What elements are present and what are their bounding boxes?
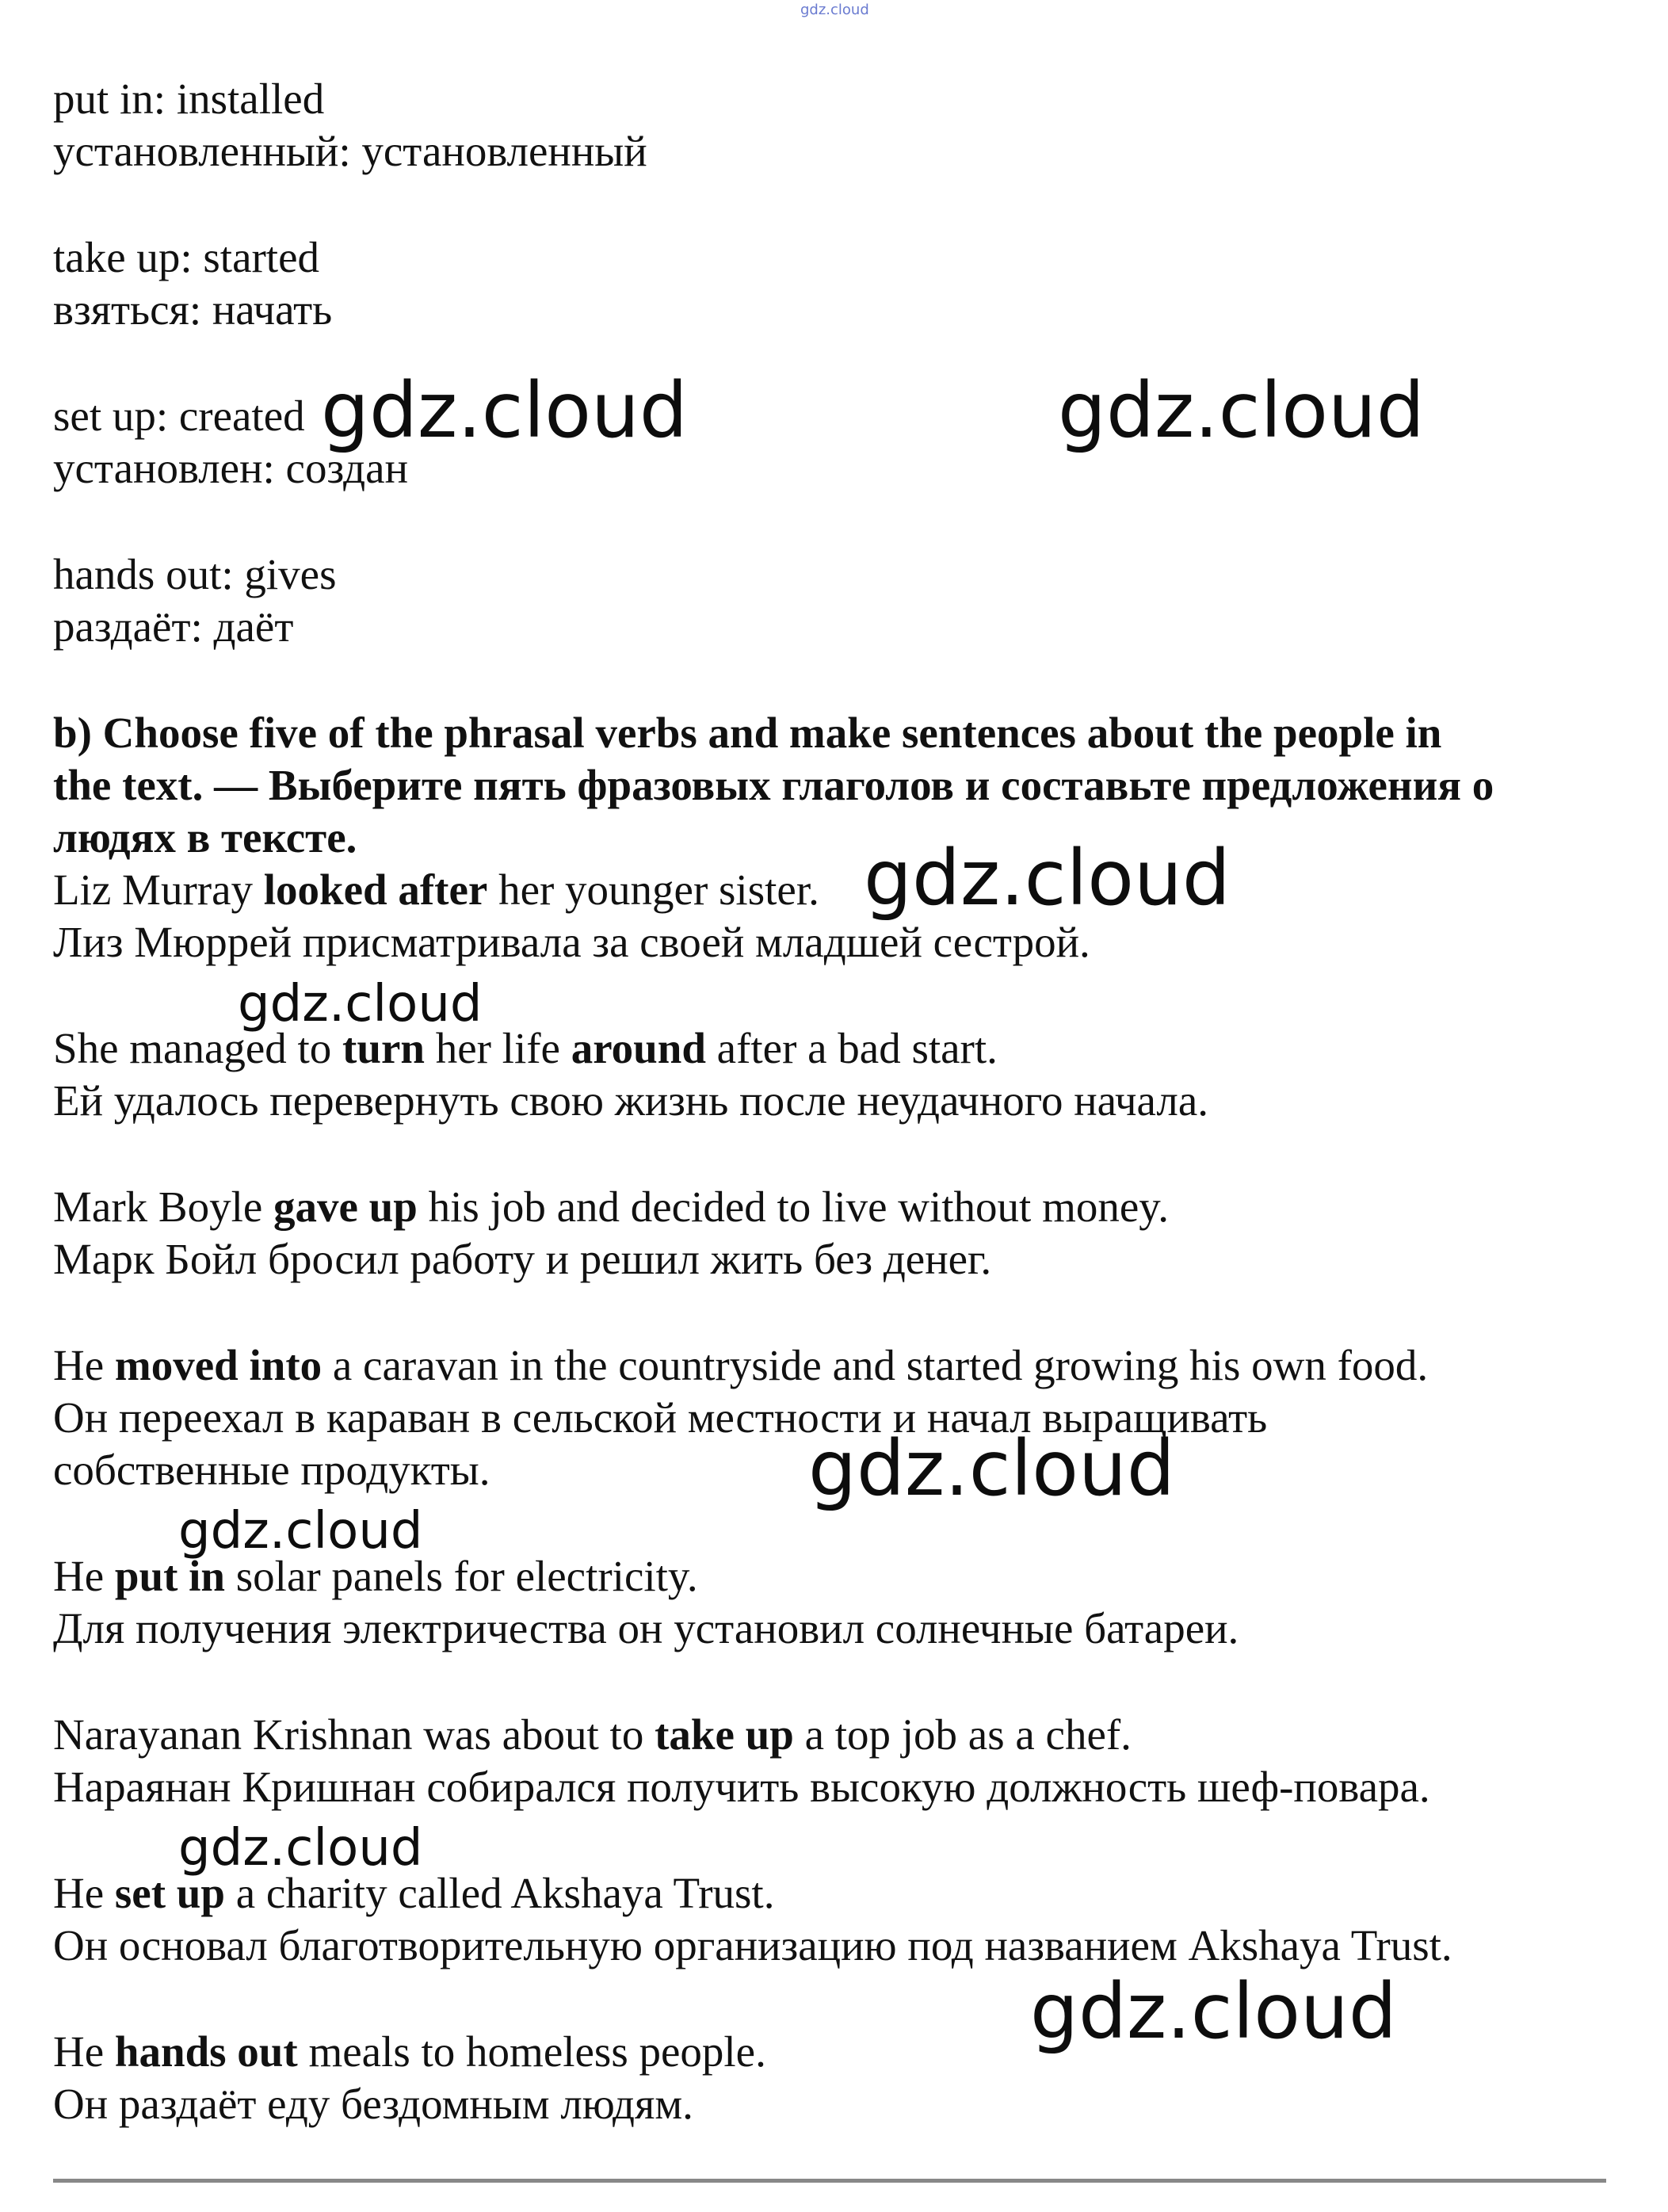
text-line xyxy=(53,1339,1428,1392)
text-run: установлен: создан xyxy=(53,444,409,492)
text-line xyxy=(53,1075,1208,1127)
text-line xyxy=(53,1920,1452,1972)
text-run: Он раздаёт еду бездомным людям. xyxy=(53,2080,693,2128)
watermark: gdz.cloud xyxy=(238,975,483,1033)
phrasal-verb-bold: turn xyxy=(342,1024,425,1072)
watermark: gdz.cloud xyxy=(864,834,1231,923)
text-run: Нараянан Кришнан собирался получить высокую должность шеф-повара. xyxy=(53,1763,1430,1811)
text-line xyxy=(53,73,324,125)
phrasal-verb-bold: людях в тексте. xyxy=(53,813,357,861)
bottom-rule xyxy=(53,2179,1606,2183)
watermark: gdz.cloud xyxy=(1030,1967,1397,2056)
text-run: his job and decided to live without money. xyxy=(417,1182,1169,1231)
text-run: set up: created xyxy=(53,392,305,440)
text-run: take up: started xyxy=(53,233,319,281)
text-run: He xyxy=(53,1552,115,1600)
text-run: her life xyxy=(424,1024,571,1072)
phrasal-verb-bold: set up xyxy=(114,1869,225,1917)
task-heading-line xyxy=(53,812,357,864)
text-run: hands out: gives xyxy=(53,550,337,598)
text-line xyxy=(53,1603,1239,1655)
text-run: put in: installed xyxy=(53,74,325,123)
text-line xyxy=(53,1181,1169,1233)
text-run: her younger sister. xyxy=(487,865,819,914)
text-run: Ей удалось перевернуть свою жизнь после неудачного начала. xyxy=(53,1076,1209,1125)
text-line xyxy=(53,1761,1430,1813)
watermark: gdz.cloud xyxy=(808,1424,1175,1513)
text-run: a caravan in the countryside and started growing his own food. xyxy=(322,1341,1429,1389)
watermark: gdz.cloud xyxy=(1058,366,1425,455)
text-line xyxy=(53,2078,693,2130)
text-run: meals to homeless people. xyxy=(297,2027,766,2076)
phrasal-verb-bold: take up xyxy=(655,1710,794,1759)
task-heading-line xyxy=(53,707,1441,759)
text-line xyxy=(53,864,819,916)
text-run: a charity called Akshaya Trust. xyxy=(224,1869,775,1917)
text-run: Liz Murray xyxy=(53,865,264,914)
watermark: gdz.cloud xyxy=(178,1502,423,1561)
watermark: gdz.cloud xyxy=(321,366,688,455)
top-watermark: gdz.cloud xyxy=(800,2,869,18)
phrasal-verb-bold: around xyxy=(571,1024,706,1072)
text-run: He xyxy=(53,2027,115,2076)
text-line xyxy=(53,284,332,336)
text-run: Narayanan Krishnan was about to xyxy=(53,1710,655,1759)
watermark: gdz.cloud xyxy=(178,1819,423,1878)
text-run: Он основал благотворительную организацию под названием Akshaya Trust. xyxy=(53,1921,1452,1969)
phrasal-verb-bold: put in xyxy=(114,1552,226,1600)
text-run: She managed to xyxy=(53,1024,343,1072)
text-line xyxy=(53,125,647,178)
text-run: He xyxy=(53,1341,115,1389)
text-line xyxy=(53,1709,1132,1761)
phrasal-verb-bold: moved into xyxy=(114,1341,323,1389)
phrasal-verb-bold: b) Choose five of the phrasal verbs and make sentences about the people in xyxy=(53,709,1442,757)
phrasal-verb-bold: hands out xyxy=(114,2027,298,2076)
task-heading-line xyxy=(53,759,1494,812)
text-run: Лиз Мюррей присматривала за своей младшей сестрой. xyxy=(53,918,1090,966)
text-line xyxy=(53,601,293,653)
text-run: Марк Бойл бросил работу и решил жить без денег. xyxy=(53,1235,992,1283)
text-run: He xyxy=(53,1869,115,1917)
text-run: Mark Boyle xyxy=(53,1182,274,1231)
text-run: a top job as a chef. xyxy=(793,1710,1132,1759)
phrasal-verb-bold: looked after xyxy=(263,865,488,914)
text-run: установленный: установленный xyxy=(53,127,647,175)
text-line xyxy=(53,2026,766,2078)
text-run: solar panels for electricity. xyxy=(225,1552,698,1600)
text-run: Он переехал в караван в сельской местности и начал выращивать xyxy=(53,1393,1268,1442)
text-line xyxy=(53,548,336,601)
text-line xyxy=(53,390,305,442)
text-line xyxy=(53,231,319,284)
text-run: Для получения электричества он установил солнечные батареи. xyxy=(53,1604,1239,1652)
text-line xyxy=(53,1233,991,1286)
text-line xyxy=(53,916,1090,968)
text-run: взяться: начать xyxy=(53,285,333,334)
phrasal-verb-bold: the text. — Выберите пять фразовых глаголов и составьте предложения о xyxy=(53,761,1494,809)
text-line xyxy=(53,1444,490,1496)
text-line xyxy=(53,1022,998,1075)
phrasal-verb-bold: gave up xyxy=(273,1182,418,1231)
text-run: after a bad start. xyxy=(705,1024,998,1072)
text-run: собственные продукты. xyxy=(53,1446,490,1494)
text-run: раздаёт: даёт xyxy=(53,602,294,651)
